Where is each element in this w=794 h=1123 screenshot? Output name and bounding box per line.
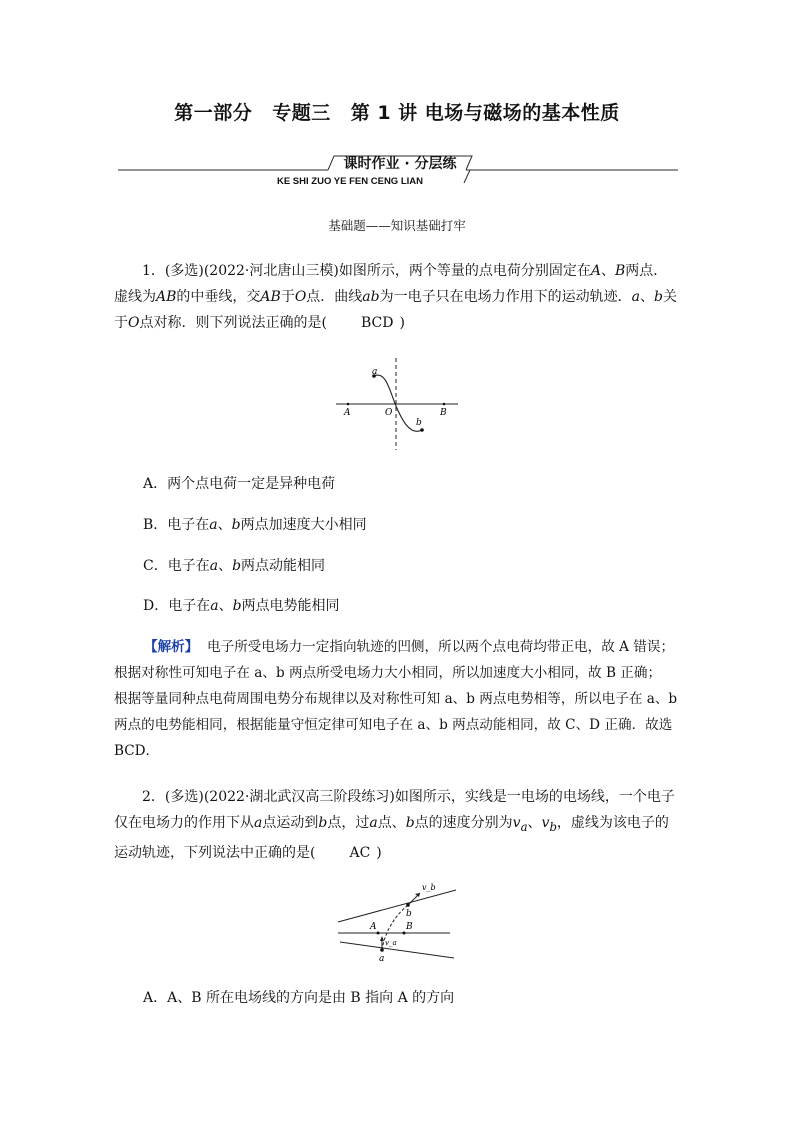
q1-option-b-letter: B． xyxy=(143,517,168,533)
q1-option-b-text: 电子在 xyxy=(167,517,210,533)
q2-text-c: 点运动到 xyxy=(262,815,319,831)
title-part: 第一部分 xyxy=(174,102,253,124)
question-1-analysis xyxy=(114,634,680,764)
q1-option-a-letter: A． xyxy=(143,476,168,492)
q2-text-e: 点、 xyxy=(377,815,406,831)
point-B xyxy=(443,403,446,406)
question-1-stem xyxy=(114,258,680,336)
q1-option-b-rest: 两点加速度大小相同 xyxy=(240,517,367,533)
label-B: B xyxy=(440,408,447,418)
q2-vb: v xyxy=(541,815,550,831)
q1-option-d-sep: 、 xyxy=(218,598,233,614)
q2-va-sub: a xyxy=(520,819,528,834)
q1-option-b-sep: 、 xyxy=(217,517,232,533)
point-b xyxy=(420,428,424,432)
q2-close: ) xyxy=(376,844,382,861)
q1-text-h: 关 xyxy=(662,289,677,305)
q1-option-c-text: 电子在 xyxy=(167,558,210,574)
analysis-line-5: BCD． xyxy=(114,743,160,759)
section-subtitle: 基础题——知识基础打牢 xyxy=(328,218,466,233)
q1-letter-ab: ab xyxy=(362,289,380,305)
q1-text-g: 为一电子只在电场力作用下的运动轨迹． xyxy=(379,289,632,305)
question-1-tag: (多选)(2022·河北唐山三模) xyxy=(164,263,339,279)
q1-option-c xyxy=(143,555,325,575)
q2-vb-sub: b xyxy=(549,819,557,834)
q1-text-a: 如图所示，两个等量的点电荷分别固定在 xyxy=(338,263,591,279)
q2-va: v xyxy=(512,815,521,831)
band-title: 课时作业 · 分层练 xyxy=(343,156,457,172)
q1-text-c: 线为 xyxy=(128,289,156,305)
q1-option-c-sep: 、 xyxy=(218,558,233,574)
q1-letter-a: a xyxy=(631,289,640,305)
q1-text-b: 两点．虚 xyxy=(114,263,668,305)
q1-option-d-a: a xyxy=(210,598,219,614)
question-2-figure xyxy=(334,878,460,966)
label-va: v_a xyxy=(385,939,397,947)
q1-text-i: 于 xyxy=(114,315,128,331)
band-slash xyxy=(464,170,470,183)
analysis-line-2: 根据对称性可知电子在 a、b 两点所受电场力大小相同，所以加速度大小相同，故 B 正确； xyxy=(114,665,662,681)
electron-trajectory xyxy=(374,375,422,431)
band-pinyin: KE SHI ZUO YE FEN CENG LIAN xyxy=(276,176,424,187)
analysis-line-4: 两点的电势能相同，根据能量守恒定律可知电子在 a、b 两点动能相同，故 C、D 正确．故选 xyxy=(114,717,673,733)
q2-letter-a: a xyxy=(254,815,263,831)
point-A xyxy=(377,932,380,935)
q1-letter-O: O xyxy=(294,289,307,305)
question-1-number: 1． xyxy=(142,263,165,279)
q1-option-c-rest: 两点动能相同 xyxy=(241,558,326,574)
q1-text-j: 点对称．则下列说法正确的是( xyxy=(139,315,327,331)
analysis-line-1 xyxy=(114,634,680,660)
q1-text-d: 的中垂线，交 xyxy=(176,289,261,305)
label-A: A xyxy=(370,922,377,932)
field-line-top xyxy=(338,890,456,922)
analysis-line-3: 根据等量同种点电荷周围电势分布规律以及对称性可知 a、b 两点电势相等，所以电子在 a、b xyxy=(114,691,678,707)
label-vb: v_b xyxy=(422,883,436,892)
q1-option-b xyxy=(143,514,367,534)
q2-option-a-text: A、B 所在电场线的方向是由 B 指向 A 的方向 xyxy=(167,990,455,1006)
field-line-bottom xyxy=(340,942,454,958)
q1-text-f: 点．曲线 xyxy=(306,289,363,305)
analysis-tag: 【解析】 xyxy=(144,639,199,655)
q2-text-i: 运动轨迹，下列说法中正确的是( xyxy=(114,844,316,861)
q1-option-a-text: 两个点电荷一定是异种电荷 xyxy=(167,476,336,492)
question-2-number: 2． xyxy=(142,789,165,805)
title-topic: 专题三 xyxy=(272,102,331,124)
point-a xyxy=(380,948,384,952)
q1-letter-O-2: O xyxy=(128,315,140,331)
q1-letter-b: b xyxy=(653,289,663,305)
q1-close: ) xyxy=(399,315,405,331)
label-b: b xyxy=(416,418,422,428)
q1-letter-A: A xyxy=(590,263,601,279)
q1-sep-2: 、 xyxy=(639,289,654,305)
title-lesson-name: 电场与磁场的基本性质 xyxy=(424,102,620,124)
q1-option-b-a: a xyxy=(209,517,218,533)
q1-letter-AB-2: AB xyxy=(260,289,281,305)
q2-text-g: 、 xyxy=(527,815,542,831)
q2-letter-b-2: b xyxy=(405,815,415,831)
q1-option-c-a: a xyxy=(209,558,219,574)
q2-option-a-letter: A． xyxy=(143,990,168,1006)
question-1-answer: BCD xyxy=(360,315,394,331)
q2-text-b: 在电场力的作用下从 xyxy=(128,815,254,831)
title-lesson: 第 1 讲 xyxy=(350,102,418,124)
section-band xyxy=(118,150,678,190)
arrow-vb xyxy=(415,893,420,897)
point-b xyxy=(406,903,410,907)
question-2-stem xyxy=(114,784,680,866)
q1-option-d-letter: D． xyxy=(143,598,169,614)
q1-letter-AB: AB xyxy=(156,289,177,305)
analysis-text-1: 电子所受电场力一定指向轨迹的凹侧，所以两个点电荷均带正电，故 A 错误； xyxy=(207,639,675,655)
q1-option-d-b: b xyxy=(232,598,242,614)
q1-option-a xyxy=(143,473,335,493)
label-a: a xyxy=(372,367,378,377)
point-A xyxy=(347,403,350,406)
label-O: O xyxy=(385,408,393,418)
q1-sep: 、 xyxy=(600,263,615,279)
label-A: A xyxy=(344,408,351,418)
q1-text-e: 于 xyxy=(280,289,295,305)
label-b: b xyxy=(406,909,412,919)
q1-option-c-b: b xyxy=(232,558,242,574)
q2-text-d: 点，过 xyxy=(327,815,370,831)
page-title xyxy=(0,98,794,125)
q1-letter-B: B xyxy=(614,263,626,279)
q1-option-d-text: 电子在 xyxy=(168,598,211,614)
q2-option-a xyxy=(143,987,454,1007)
arrow-va xyxy=(380,936,384,941)
q1-option-d xyxy=(143,595,340,615)
q1-option-c-letter: C． xyxy=(143,558,168,574)
q2-letter-a-2: a xyxy=(369,815,378,831)
question-2-tag: (多选)(2022·湖北武汉高三阶段练习) xyxy=(164,789,395,805)
q1-option-d-rest: 两点电势能相同 xyxy=(241,598,340,614)
q2-text-h: ，虚线为该电子的 xyxy=(556,815,669,831)
q2-text-f: 点的速度分别为 xyxy=(414,815,513,831)
q1-option-b-b: b xyxy=(231,517,241,533)
question-1-figure xyxy=(330,354,462,454)
label-B: B xyxy=(406,922,413,932)
question-2-answer: AC xyxy=(349,844,371,861)
label-a: a xyxy=(379,954,385,964)
q2-text-a: 如图所示，实线是一电场的电场线，一个电子仅 xyxy=(114,789,675,831)
q2-letter-b: b xyxy=(318,815,328,831)
